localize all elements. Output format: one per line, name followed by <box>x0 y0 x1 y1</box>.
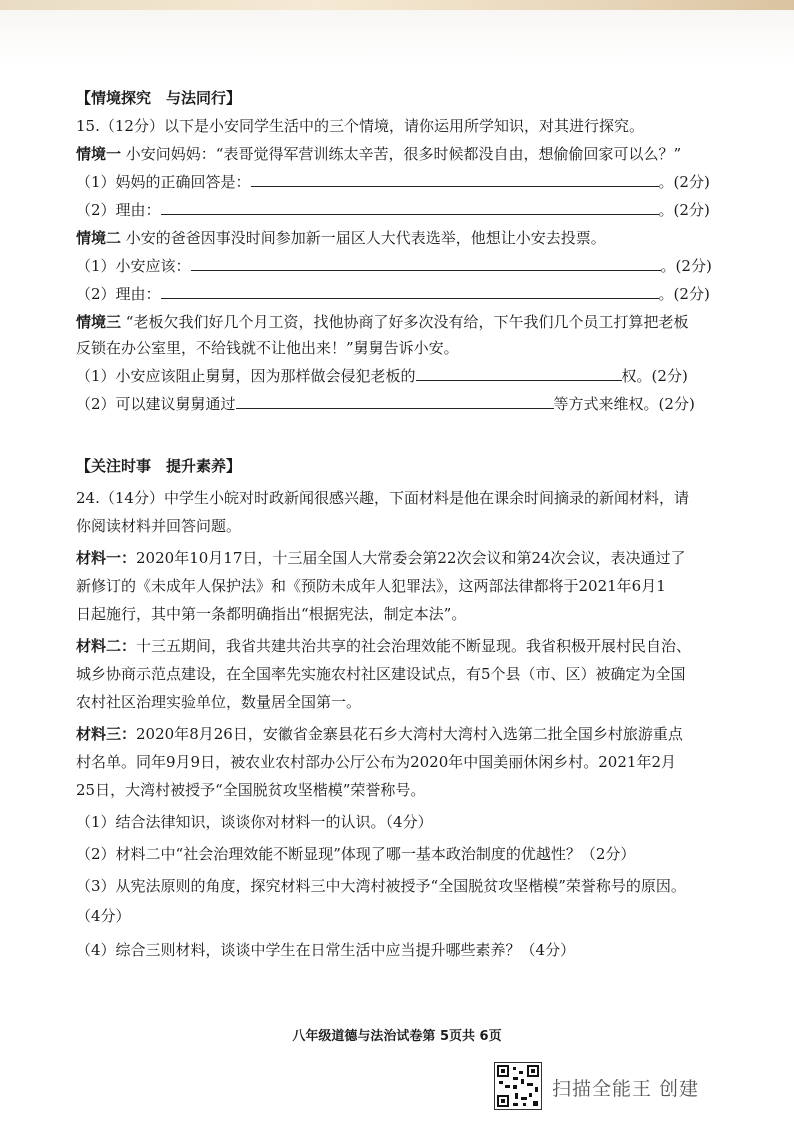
material2-line2: 城乡协商示范点建设，在全国率先实施农村社区建设试点，有5个县（市、区）被确定为全国 <box>76 665 686 683</box>
material2-text-1: 十三五期间，我省共建共治共享的社会治理效能不断显现。我省积极开展村民自治、 <box>136 637 692 655</box>
answer-blank[interactable] <box>236 394 554 409</box>
material2-label: 材料二： <box>76 637 137 655</box>
situation1-text: 小安问妈妈：“表哥觉得军营训练太辛苦，很多时候都没自由，想偷偷回家可以么？” <box>125 145 682 163</box>
q24-line2: 你阅读材料并回答问题。 <box>76 517 242 535</box>
situation2-q1-prefix: （1）小安应该： <box>76 257 191 275</box>
material1-label: 材料一： <box>76 549 137 567</box>
material3-label: 材料三： <box>76 725 137 743</box>
situation3-line1 <box>76 312 688 332</box>
situation2-q1-score: 。(2分) <box>660 257 712 275</box>
material1-line1 <box>76 548 686 568</box>
answer-blank[interactable] <box>161 200 659 215</box>
q24-question-4: （4）综合三则材料，谈谈中学生在日常生活中应当提升哪些素养？（4分） <box>76 941 576 959</box>
q24-question-2: （2）材料二中“社会治理效能不断显现”体现了哪一基本政治制度的优越性？（2分） <box>76 845 636 863</box>
situation3-q1-score: 权。(2分) <box>621 367 688 385</box>
answer-blank[interactable] <box>251 172 659 187</box>
scanner-watermark: 扫描全能王 创建 <box>552 1078 700 1100</box>
material1-line3: 日起施行，其中第一条都明确指出“根据宪法，制定本法”。 <box>76 605 467 623</box>
material2-line1 <box>76 636 691 656</box>
situation2-q2-prefix: （2）理由： <box>76 285 161 303</box>
situation1-q1-prefix: （1）妈妈的正确回答是： <box>76 173 251 191</box>
situation2-text: 小安的爸爸因事没时间参加新一届区人大代表选举，他想让小安去投票。 <box>125 229 606 247</box>
answer-blank[interactable] <box>191 256 661 271</box>
material1-line2: 新修订的《未成年人保护法》和《预防未成年人犯罪法》，这两部法律都将于2021年6月1 <box>76 577 666 595</box>
situation3-q2-prefix: （2）可以建议舅舅通过 <box>76 395 236 413</box>
situation3-q1 <box>76 366 688 386</box>
material1-text-1: 2020年10月17日，十三届全国人大常委会第22次会议和第24次会议，表决通过了 <box>136 549 686 567</box>
page-top-edge <box>0 0 794 10</box>
material2-line3: 农村社区治理实验单位，数量居全国第一。 <box>76 693 362 711</box>
q15-intro: 15.（12分）以下是小安同学生活中的三个情境，请你运用所学知识，对其进行探究。 <box>76 117 644 135</box>
material3-line1 <box>76 724 683 744</box>
situation1-q1-score: 。(2分) <box>658 173 710 191</box>
section-title-1: 【情境探究 与法同行】 <box>76 89 242 107</box>
q24-question-1: （1）结合法律知识，谈谈你对材料一的认识。（4分） <box>76 813 433 831</box>
situation3-q2 <box>76 394 695 414</box>
q24-question-3-score: （4分） <box>76 907 131 925</box>
section-title-2: 【关注时事 提升素养】 <box>76 457 242 475</box>
material3-line3: 25日，大湾村被授予“全国脱贫攻坚楷模”荣誉称号。 <box>76 781 426 799</box>
situation1-q2-prefix: （2）理由： <box>76 201 161 219</box>
situation2-q2-score: 。(2分) <box>658 285 710 303</box>
situation3-q2-score: 等方式来维权。(2分) <box>553 395 695 413</box>
situation1-q2 <box>76 200 710 220</box>
situation1-q2-score: 。(2分) <box>658 201 710 219</box>
page-footer: 八年级道德与法治试卷第 5页共 6页 <box>292 1029 502 1044</box>
situation1-q1 <box>76 172 710 192</box>
q24-line1: 24.（14分）中学生小皖对时政新闻很感兴趣，下面材料是他在课余时间摘录的新闻材料，请 <box>76 489 689 507</box>
answer-blank[interactable] <box>161 284 659 299</box>
answer-blank[interactable] <box>416 366 622 381</box>
situation1-line <box>76 144 681 164</box>
material3-text-1: 2020年8月26日，安徽省金寨县花石乡大湾村大湾村入选第二批全国乡村旅游重点 <box>136 725 683 743</box>
situation3-line2: 反锁在办公室里，不给钱就不让他出来！”舅舅告诉小安。 <box>76 339 459 357</box>
situation2-q1 <box>76 256 712 276</box>
situation2-label: 情境二 <box>76 229 122 247</box>
situation3-q1-prefix: （1）小安应该阻止舅舅，因为那样做会侵犯老板的 <box>76 367 416 385</box>
situation1-label: 情境一 <box>76 145 122 163</box>
material3-line2: 村名单。同年9月9日，被农业农村部办公厅公布为2020年中国美丽休闲乡村。2021年2月 <box>76 753 676 771</box>
q24-question-3: （3）从宪法原则的角度，探究材料三中大湾村被授予“全国脱贫攻坚楷模”荣誉称号的原因。 <box>76 877 686 895</box>
situation2-line <box>76 228 606 248</box>
situation2-q2 <box>76 284 710 304</box>
situation3-label: 情境三 <box>76 313 122 331</box>
qr-code-icon <box>494 1062 542 1110</box>
situation3-text-1: “老板欠我们好几个月工资，找他协商了好多次没有给，下午我们几个员工打算把老板 <box>125 313 689 331</box>
